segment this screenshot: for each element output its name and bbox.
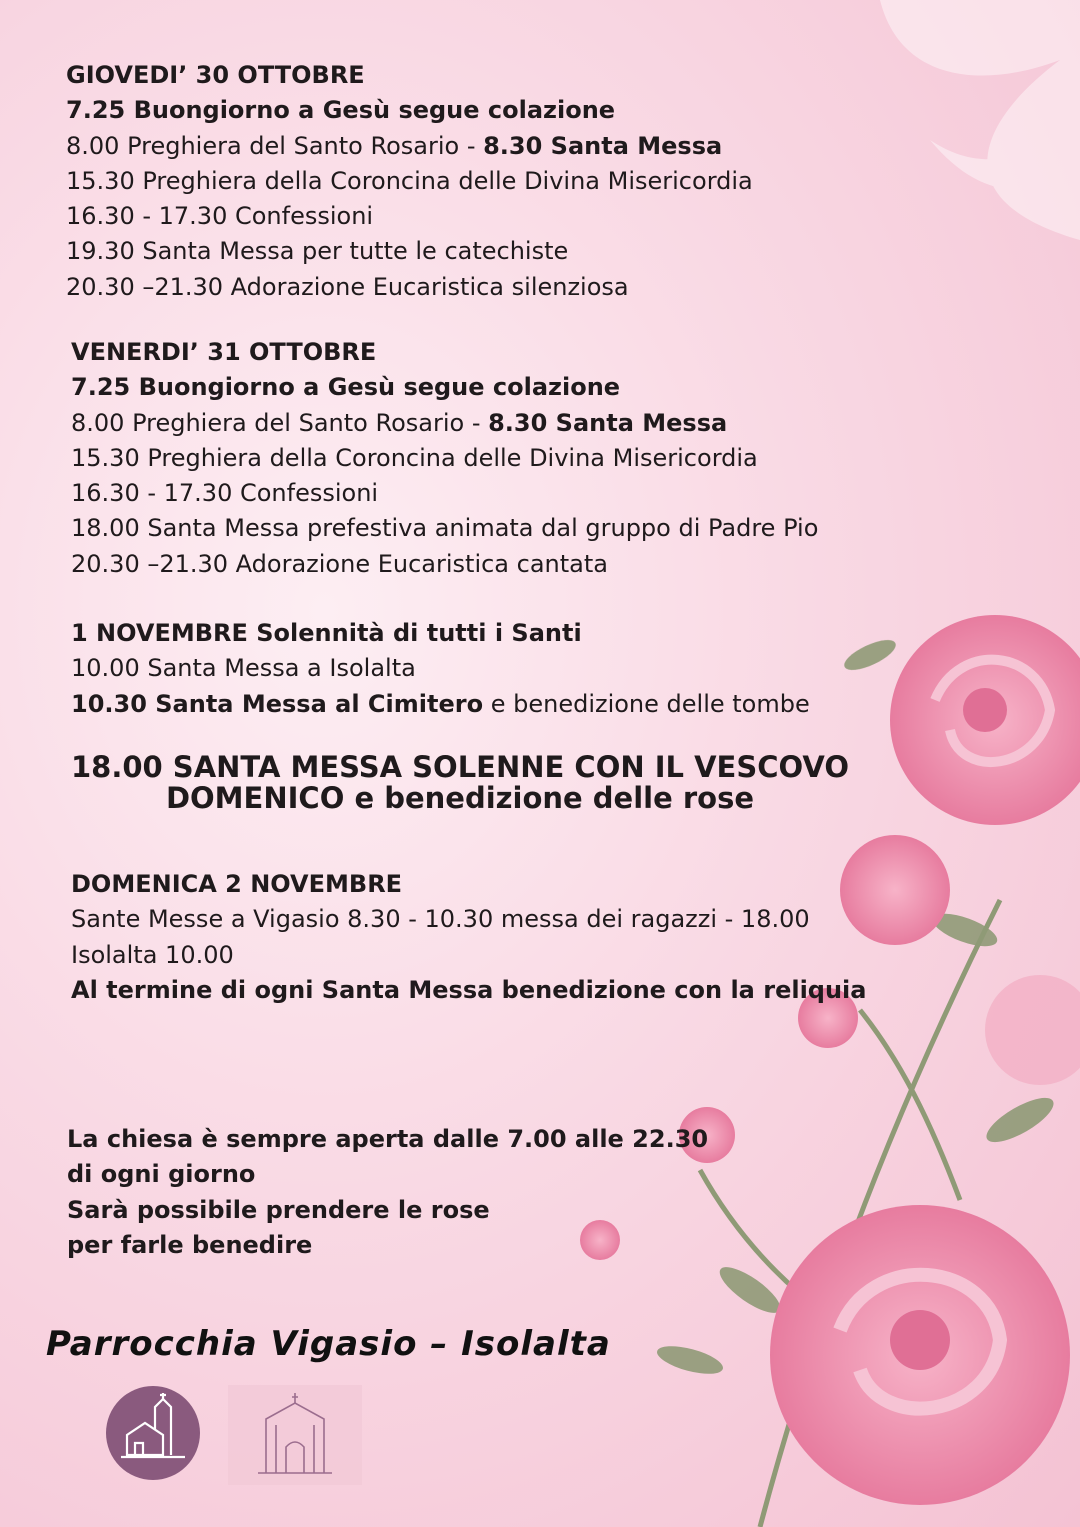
sunday-line-3: Al termine di ogni Santa Messa benedizione con la reliquia: [71, 975, 867, 1004]
november-1-line-2-bold: 10.30 Santa Messa al Cimitero: [71, 689, 484, 718]
friday-line-2-bold: 8.30 Santa Messa: [488, 408, 728, 437]
thursday-line-2: [66, 129, 753, 164]
thursday-line-3: 15.30 Preghiera della Coroncina delle Divina Misericordia: [66, 166, 753, 195]
vigasio-church-logo: [105, 1385, 201, 1481]
sunday-schedule: [71, 867, 866, 1008]
thursday-line-2-bold: 8.30 Santa Messa: [483, 131, 723, 160]
november-1-line-2: [71, 687, 810, 722]
info-line-4: per farle benedire: [67, 1230, 313, 1259]
parish-name: Parrocchia Vigasio – Isolalta: [46, 1324, 611, 1364]
thursday-line-4: 16.30 - 17.30 Confessioni: [66, 202, 374, 231]
solemn-line-2: DOMENICO e benedizione delle rose: [165, 781, 755, 815]
thursday-schedule: [66, 58, 753, 305]
friday-line-2: [71, 406, 818, 441]
thursday-line-2-text: 8.00 Preghiera del Santo Rosario -: [66, 131, 484, 160]
sunday-line-1: Sante Messe a Vigasio 8.30 - 10.30 messa dei ragazzi - 18.00: [71, 905, 810, 934]
thursday-line-6: 20.30 –21.30 Adorazione Eucaristica silenziosa: [66, 272, 629, 301]
sunday-line-2: Isolalta 10.00: [71, 940, 234, 969]
sunday-heading: DOMENICA 2 NOVEMBRE: [71, 870, 403, 898]
thursday-heading: GIOVEDI’ 30 OTTOBRE: [66, 61, 365, 89]
november-1-schedule: [71, 616, 810, 722]
november-1-line-1: 10.00 Santa Messa a Isolalta: [71, 654, 416, 683]
friday-line-5: 18.00 Santa Messa prefestiva animata dal gruppo di Padre Pio: [71, 514, 819, 543]
info-line-3: Sarà possibile prendere le rose: [67, 1195, 490, 1224]
info-line-1: La chiesa è sempre aperta dalle 7.00 alle 22.30: [67, 1125, 709, 1153]
friday-line-6: 20.30 –21.30 Adorazione Eucaristica cantata: [71, 549, 608, 578]
info-line-2: di ogni giorno: [67, 1160, 256, 1189]
solemn-line-1: 18.00 SANTA MESSA SOLENNE CON IL VESCOVO: [70, 750, 849, 784]
november-1-heading: 1 NOVEMBRE Solennità di tutti i Santi: [71, 619, 582, 647]
friday-heading: VENERDI’ 31 OTTOBRE: [71, 338, 377, 366]
friday-line-3: 15.30 Preghiera della Coroncina delle Divina Misericordia: [71, 443, 758, 472]
november-1-line-2-text: e benedizione delle tombe: [483, 689, 810, 718]
friday-line-1: 7.25 Buongiorno a Gesù segue colazione: [71, 373, 621, 402]
isolalta-church-logo: [228, 1385, 362, 1485]
friday-schedule: [71, 335, 818, 582]
church-info: [67, 1122, 708, 1263]
thursday-line-1: 7.25 Buongiorno a Gesù segue colazione: [66, 96, 616, 125]
solemn-mass-announcement: [60, 752, 860, 814]
friday-line-4: 16.30 - 17.30 Confessioni: [71, 479, 379, 508]
thursday-line-5: 19.30 Santa Messa per tutte le catechiste: [66, 237, 569, 266]
friday-line-2-text: 8.00 Preghiera del Santo Rosario -: [71, 408, 489, 437]
